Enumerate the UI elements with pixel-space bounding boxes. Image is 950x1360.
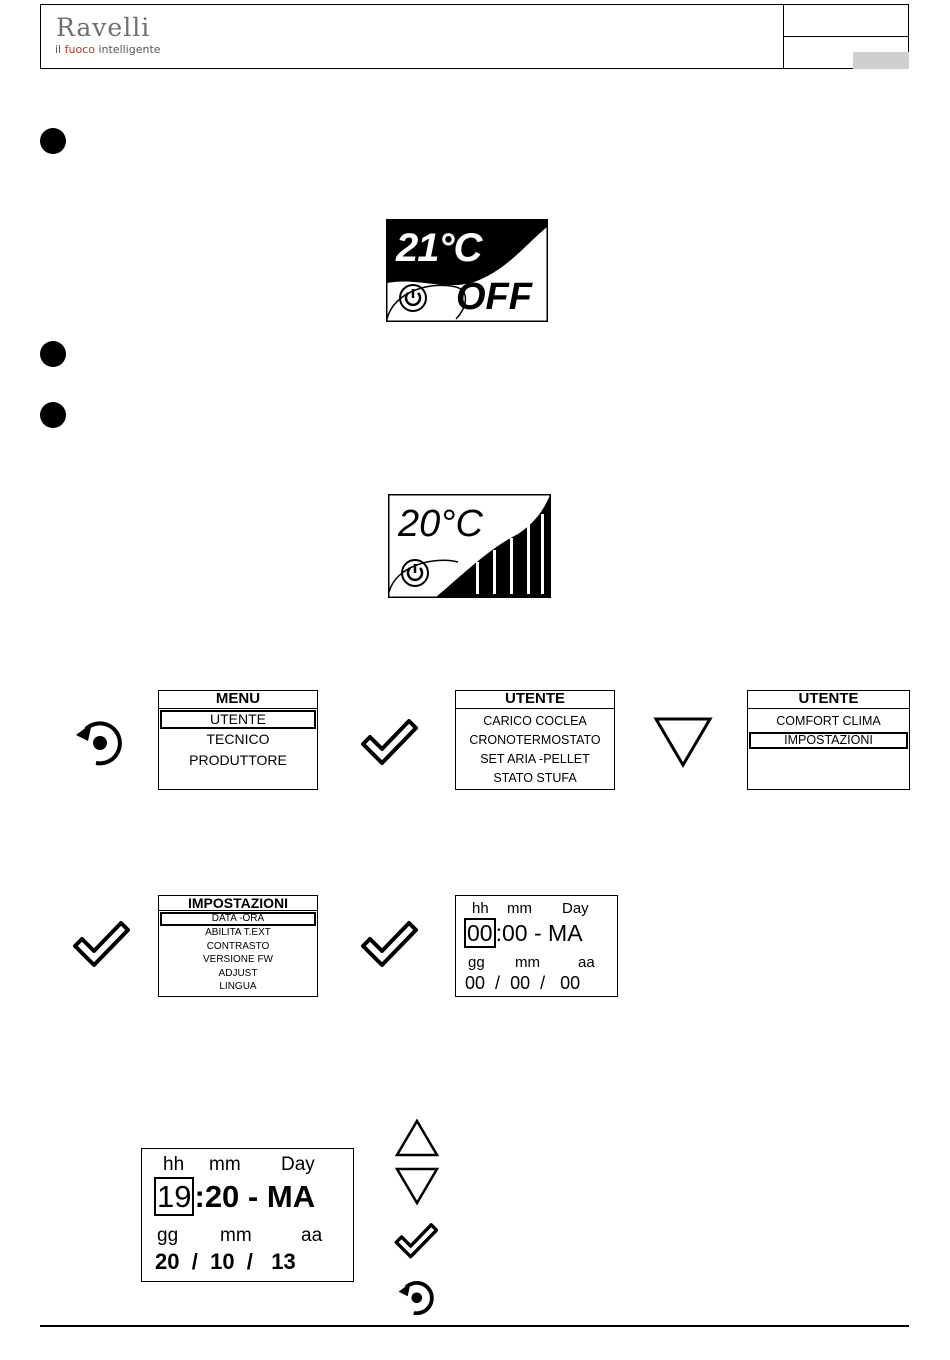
date-value: 00 / 00 / 00 [465, 973, 581, 993]
screen-title: UTENTE [456, 691, 614, 709]
day-of-month-field[interactable]: 00 [465, 973, 486, 993]
utente-screen [455, 690, 615, 790]
date-value: 20 / 10 / 13 [155, 1249, 296, 1274]
label-mm: mm [209, 1154, 241, 1175]
time-value: 19:20 - MA [154, 1179, 315, 1215]
label-aa: aa [578, 954, 595, 971]
menu-item-carico-coclea[interactable]: CARICO COCLEA [483, 714, 587, 728]
down-arrow-icon[interactable] [653, 716, 713, 768]
label-hh: hh [472, 900, 489, 917]
label-mm: mm [220, 1225, 252, 1246]
year-field[interactable]: 13 [271, 1249, 296, 1274]
day-of-month-field[interactable]: 20 [155, 1249, 180, 1274]
menu-item-abilita-text[interactable]: ABILITA T.EXT [205, 927, 271, 938]
menu-item-impostazioni[interactable]: IMPOSTAZIONI [749, 732, 908, 749]
menu-item-produttore[interactable]: PRODUTTORE [189, 752, 287, 768]
year-field[interactable]: 00 [560, 973, 581, 993]
display-off [386, 219, 548, 322]
menu-item-data-ora[interactable]: DATA -ORA [160, 912, 316, 926]
menu-item-adjust[interactable]: ADJUST [218, 967, 258, 979]
menu-item-set-aria-pellet[interactable]: SET ARIA -PELLET [480, 752, 590, 766]
utente-screen [747, 690, 910, 790]
display-on [388, 494, 551, 598]
label-day: Day [562, 900, 589, 917]
brand-tagline: il fuoco intelligente [55, 43, 161, 56]
check-icon[interactable] [72, 918, 130, 968]
screen-title: IMPOSTAZIONI [159, 896, 317, 911]
display-state: OFF [456, 276, 532, 318]
label-hh: hh [163, 1154, 185, 1175]
check-icon[interactable] [360, 716, 418, 766]
menu-item-tecnico[interactable]: TECNICO [206, 731, 270, 747]
label-gg: gg [468, 954, 485, 971]
brand-logo: Ravelli [56, 13, 151, 42]
day-field[interactable]: MA [548, 920, 583, 946]
label-day: Day [281, 1154, 315, 1175]
menu-item-contrasto[interactable]: CONTRASTO [206, 940, 270, 952]
datetime-screen-small [455, 895, 618, 997]
menu-item-lingua[interactable]: LINGUA [219, 981, 257, 993]
menu-screen [158, 690, 318, 790]
label-gg: gg [157, 1225, 179, 1246]
back-icon[interactable] [70, 713, 128, 771]
down-arrow-icon[interactable] [394, 1166, 440, 1206]
label-mm: mm [507, 900, 532, 917]
power-icon [398, 283, 428, 317]
time-value: 00 :00 - MA [464, 920, 583, 947]
up-arrow-icon[interactable] [394, 1118, 440, 1158]
page-number-box [853, 52, 909, 69]
menu-item-utente[interactable]: UTENTE [160, 710, 316, 729]
page-header [40, 4, 909, 69]
bullet-icon [40, 402, 66, 428]
screen-title: MENU [159, 691, 317, 709]
screen-title: UTENTE [748, 691, 909, 709]
power-icon [400, 558, 430, 592]
back-icon[interactable] [394, 1275, 438, 1319]
footer-rule [40, 1325, 909, 1327]
check-icon[interactable] [360, 918, 418, 968]
display-temperature: 21°C [396, 226, 482, 270]
menu-item-versione-fw[interactable]: VERSIONE FW [202, 954, 273, 966]
hour-field[interactable]: 19 [154, 1177, 194, 1216]
check-icon[interactable] [394, 1221, 438, 1259]
minute-field[interactable]: 20 [204, 1179, 240, 1214]
impostazioni-screen [158, 895, 318, 997]
display-temperature: 20°C [398, 503, 483, 545]
menu-item-stato-stufa[interactable]: STATO STUFA [493, 771, 577, 785]
menu-item-cronotermostato[interactable]: CRONOTERMOSTATO [469, 733, 601, 747]
datetime-screen-large [141, 1148, 354, 1282]
label-mm: mm [515, 954, 540, 971]
hour-field[interactable]: 00 [464, 918, 496, 948]
day-field[interactable]: MA [266, 1179, 316, 1214]
month-field[interactable]: 10 [210, 1249, 235, 1274]
bullet-icon [40, 341, 66, 367]
header-divider [783, 36, 909, 37]
month-field[interactable]: 00 [510, 973, 531, 993]
bullet-icon [40, 128, 66, 154]
minute-field[interactable]: 00 [501, 920, 528, 946]
label-aa: aa [301, 1225, 323, 1246]
menu-item-comfort-clima[interactable]: COMFORT CLIMA [776, 714, 881, 728]
